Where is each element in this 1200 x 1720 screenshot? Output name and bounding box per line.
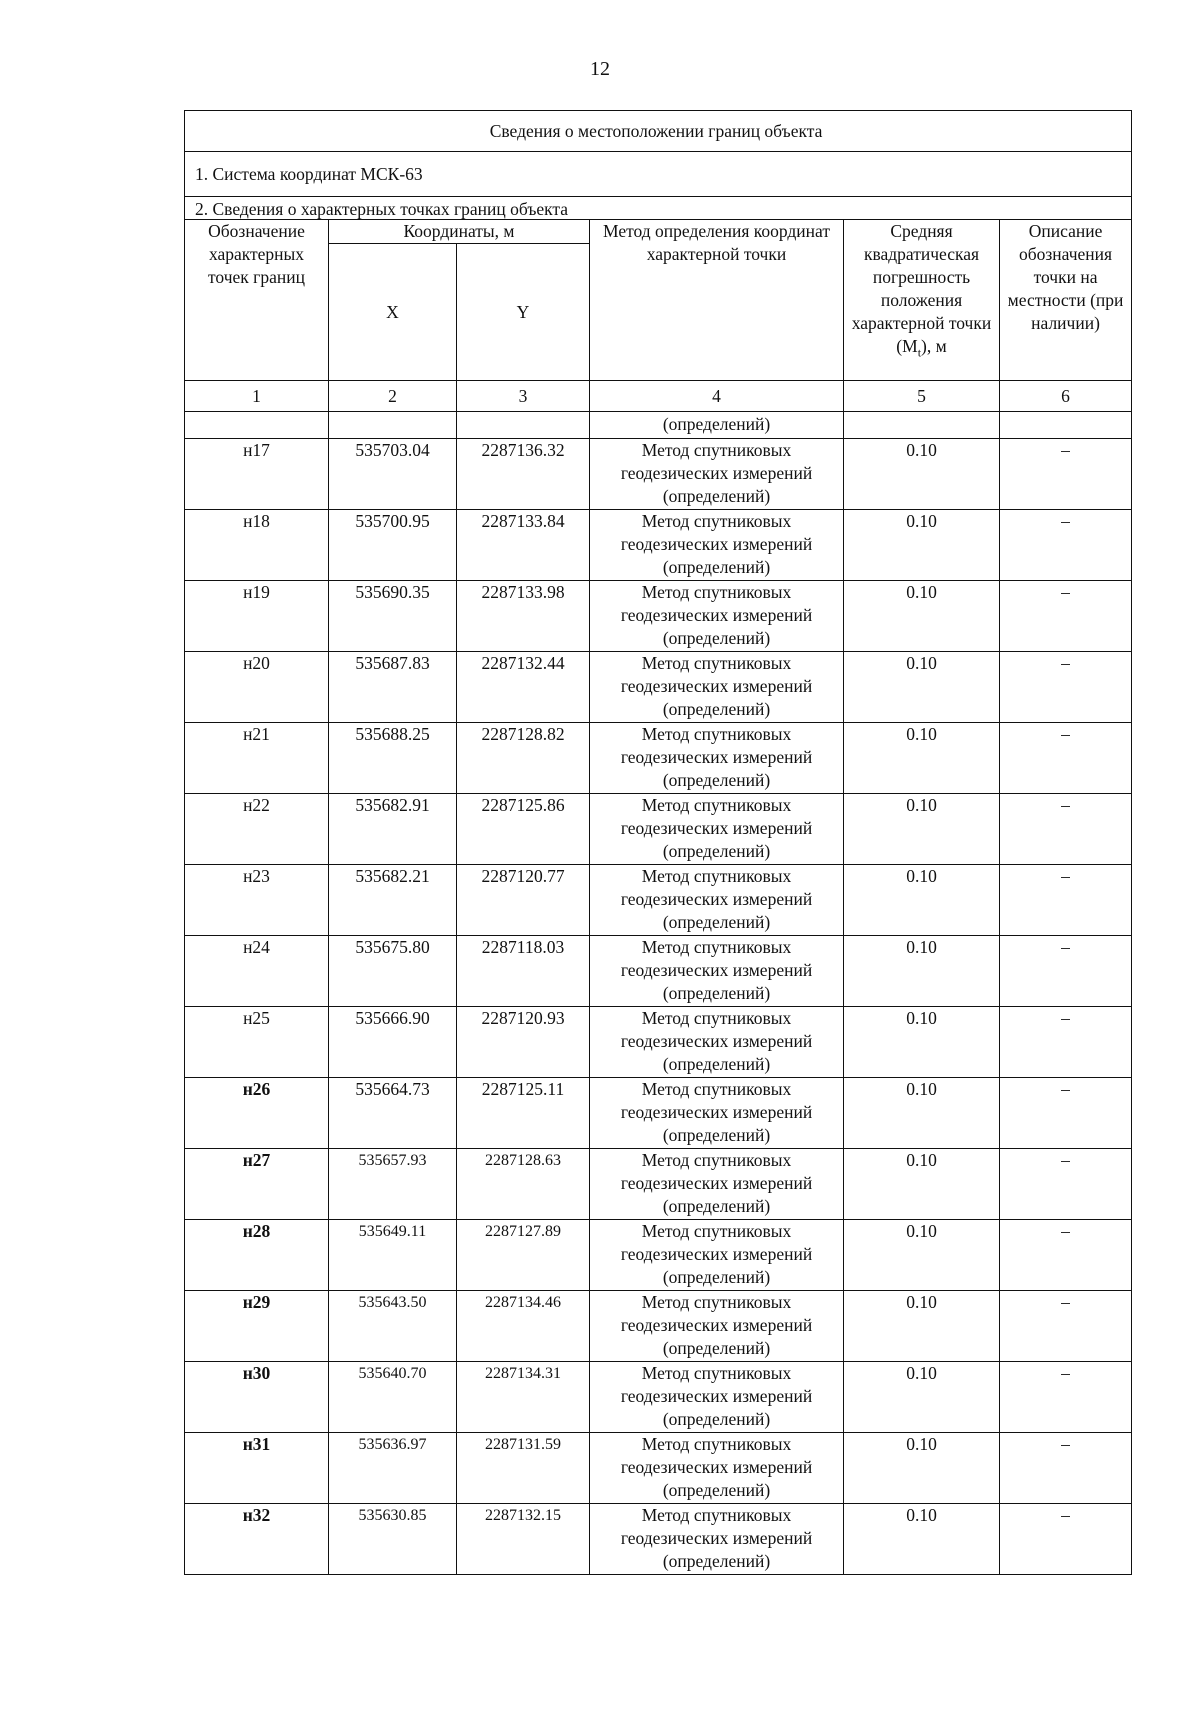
coordinate-y: 2287134.46 [457,1291,590,1362]
coordinate-y: 2287120.93 [457,1007,590,1078]
point-designation: н29 [185,1291,329,1362]
mean-square-error: 0.10 [844,794,1000,865]
determination-method: Метод спутниковых геодезических измерений (определений) [590,1504,844,1575]
coordinate-y: 2287132.15 [457,1504,590,1575]
determination-method: Метод спутниковых геодезических измерений (определений) [590,723,844,794]
determination-method: Метод спутниковых геодезических измерений (определений) [590,936,844,1007]
determination-method: Метод спутниковых геодезических измерений (определений) [590,1149,844,1220]
column-number: 3 [457,381,590,412]
determination-method: Метод спутниковых геодезических измерений (определений) [590,510,844,581]
coordinate-y: 2287125.86 [457,794,590,865]
point-description: – [1000,652,1132,723]
point-description: – [1000,723,1132,794]
point-description: – [1000,1220,1132,1291]
table-row [185,652,1132,723]
continuation-text: (определений) [590,412,844,439]
point-designation: н25 [185,1007,329,1078]
table-row [185,723,1132,794]
point-description: – [1000,936,1132,1007]
table-row [185,1007,1132,1078]
mean-square-error: 0.10 [844,439,1000,510]
point-description: – [1000,439,1132,510]
header-x: X [329,244,457,381]
mean-square-error: 0.10 [844,1078,1000,1149]
coordinate-system: 1. Система координат МСК-63 [185,152,1132,197]
mean-square-error: 0.10 [844,1291,1000,1362]
point-designation: н30 [185,1362,329,1433]
point-description: – [1000,865,1132,936]
coordinate-y: 2287132.44 [457,652,590,723]
column-number: 4 [590,381,844,412]
determination-method: Метод спутниковых геодезических измерений (определений) [590,1433,844,1504]
point-designation: н23 [185,865,329,936]
column-number: 5 [844,381,1000,412]
boundary-points-table [184,110,1132,1575]
coordinate-x: 535630.85 [329,1504,457,1575]
coordinate-x: 535657.93 [329,1149,457,1220]
point-designation: н24 [185,936,329,1007]
table-row [185,1362,1132,1433]
coordinate-y: 2287128.63 [457,1149,590,1220]
point-description: – [1000,1362,1132,1433]
point-designation: н17 [185,439,329,510]
point-designation: н31 [185,1433,329,1504]
mean-square-error: 0.10 [844,1149,1000,1220]
table-row [185,1078,1132,1149]
determination-method: Метод спутниковых геодезических измерений (определений) [590,652,844,723]
coordinate-x: 535700.95 [329,510,457,581]
continuation-row [185,412,1132,439]
table-row [185,510,1132,581]
table-row [185,936,1132,1007]
mean-square-error: 0.10 [844,1362,1000,1433]
table-row [185,794,1132,865]
determination-method: Метод спутниковых геодезических измерений (определений) [590,1078,844,1149]
coordinate-y: 2287125.11 [457,1078,590,1149]
point-description: – [1000,1291,1132,1362]
mean-square-error: 0.10 [844,936,1000,1007]
mean-square-error: 0.10 [844,1433,1000,1504]
point-designation: н21 [185,723,329,794]
coordinate-y: 2287127.89 [457,1220,590,1291]
point-description: – [1000,510,1132,581]
point-designation: н32 [185,1504,329,1575]
point-designation: н27 [185,1149,329,1220]
point-designation: н18 [185,510,329,581]
table-row [185,1220,1132,1291]
mean-square-error: 0.10 [844,1007,1000,1078]
point-description: – [1000,1078,1132,1149]
coordinate-x: 535682.91 [329,794,457,865]
header-description: Описание обозначения точки на местности (при наличии) [1000,220,1132,381]
point-description: – [1000,794,1132,865]
column-number: 6 [1000,381,1132,412]
header-error: Средняя квадратическая погрешность положения характерной точки $(M_t)$, м [844,220,1000,381]
header-method: Метод определения координат характерной точки [590,220,844,381]
table-row [185,1291,1132,1362]
coordinate-y: 2287134.31 [457,1362,590,1433]
point-description: – [1000,1504,1132,1575]
coordinate-x: 535703.04 [329,439,457,510]
determination-method: Метод спутниковых геодезических измерений (определений) [590,794,844,865]
point-description: – [1000,581,1132,652]
coordinate-y: 2287133.98 [457,581,590,652]
point-description: – [1000,1149,1132,1220]
determination-method: Метод спутниковых геодезических измерений (определений) [590,865,844,936]
mean-square-error: 0.10 [844,1220,1000,1291]
mean-square-error: 0.10 [844,723,1000,794]
column-numbers-row [185,381,1132,412]
coordinate-x: 535649.11 [329,1220,457,1291]
table-row [185,439,1132,510]
header-y: Y [457,244,590,381]
table-row [185,865,1132,936]
header-designation: Обозначение характерных точек границ [185,220,329,381]
coordinate-x: 535690.35 [329,581,457,652]
table-row [185,1433,1132,1504]
column-number: 2 [329,381,457,412]
mean-square-error: 0.10 [844,510,1000,581]
point-description: – [1000,1007,1132,1078]
determination-method: Метод спутниковых геодезических измерений (определений) [590,581,844,652]
coordinate-x: 535643.50 [329,1291,457,1362]
table-title: Сведения о местоположении границ объекта [185,111,1132,152]
points-section-title: 2. Сведения о характерных точках границ объекта [185,197,1132,220]
coordinate-x: 535636.97 [329,1433,457,1504]
coordinate-x: 535666.90 [329,1007,457,1078]
determination-method: Метод спутниковых геодезических измерений (определений) [590,1362,844,1433]
coordinate-x: 535640.70 [329,1362,457,1433]
coordinate-y: 2287128.82 [457,723,590,794]
coordinate-x: 535675.80 [329,936,457,1007]
mean-square-error: 0.10 [844,581,1000,652]
table-row [185,581,1132,652]
mean-square-error: 0.10 [844,1504,1000,1575]
coordinate-y: 2287118.03 [457,936,590,1007]
point-designation: н19 [185,581,329,652]
determination-method: Метод спутниковых геодезических измерений (определений) [590,1007,844,1078]
point-designation: н20 [185,652,329,723]
table-row [185,1504,1132,1575]
coordinate-x: 535688.25 [329,723,457,794]
coordinate-y: 2287120.77 [457,865,590,936]
determination-method: Метод спутниковых геодезических измерений (определений) [590,1291,844,1362]
coordinate-y: 2287133.84 [457,510,590,581]
point-designation: н22 [185,794,329,865]
column-number: 1 [185,381,329,412]
header-coordinates: Координаты, м [329,220,590,244]
coordinate-y: 2287136.32 [457,439,590,510]
table-row [185,1149,1132,1220]
mean-square-error: 0.10 [844,865,1000,936]
mean-square-error: 0.10 [844,652,1000,723]
point-description: – [1000,1433,1132,1504]
coordinate-x: 535687.83 [329,652,457,723]
coordinate-x: 535682.21 [329,865,457,936]
point-designation: н26 [185,1078,329,1149]
coordinate-y: 2287131.59 [457,1433,590,1504]
determination-method: Метод спутниковых геодезических измерений (определений) [590,439,844,510]
determination-method: Метод спутниковых геодезических измерений (определений) [590,1220,844,1291]
point-designation: н28 [185,1220,329,1291]
coordinate-x: 535664.73 [329,1078,457,1149]
page-number: 12 [590,58,610,80]
